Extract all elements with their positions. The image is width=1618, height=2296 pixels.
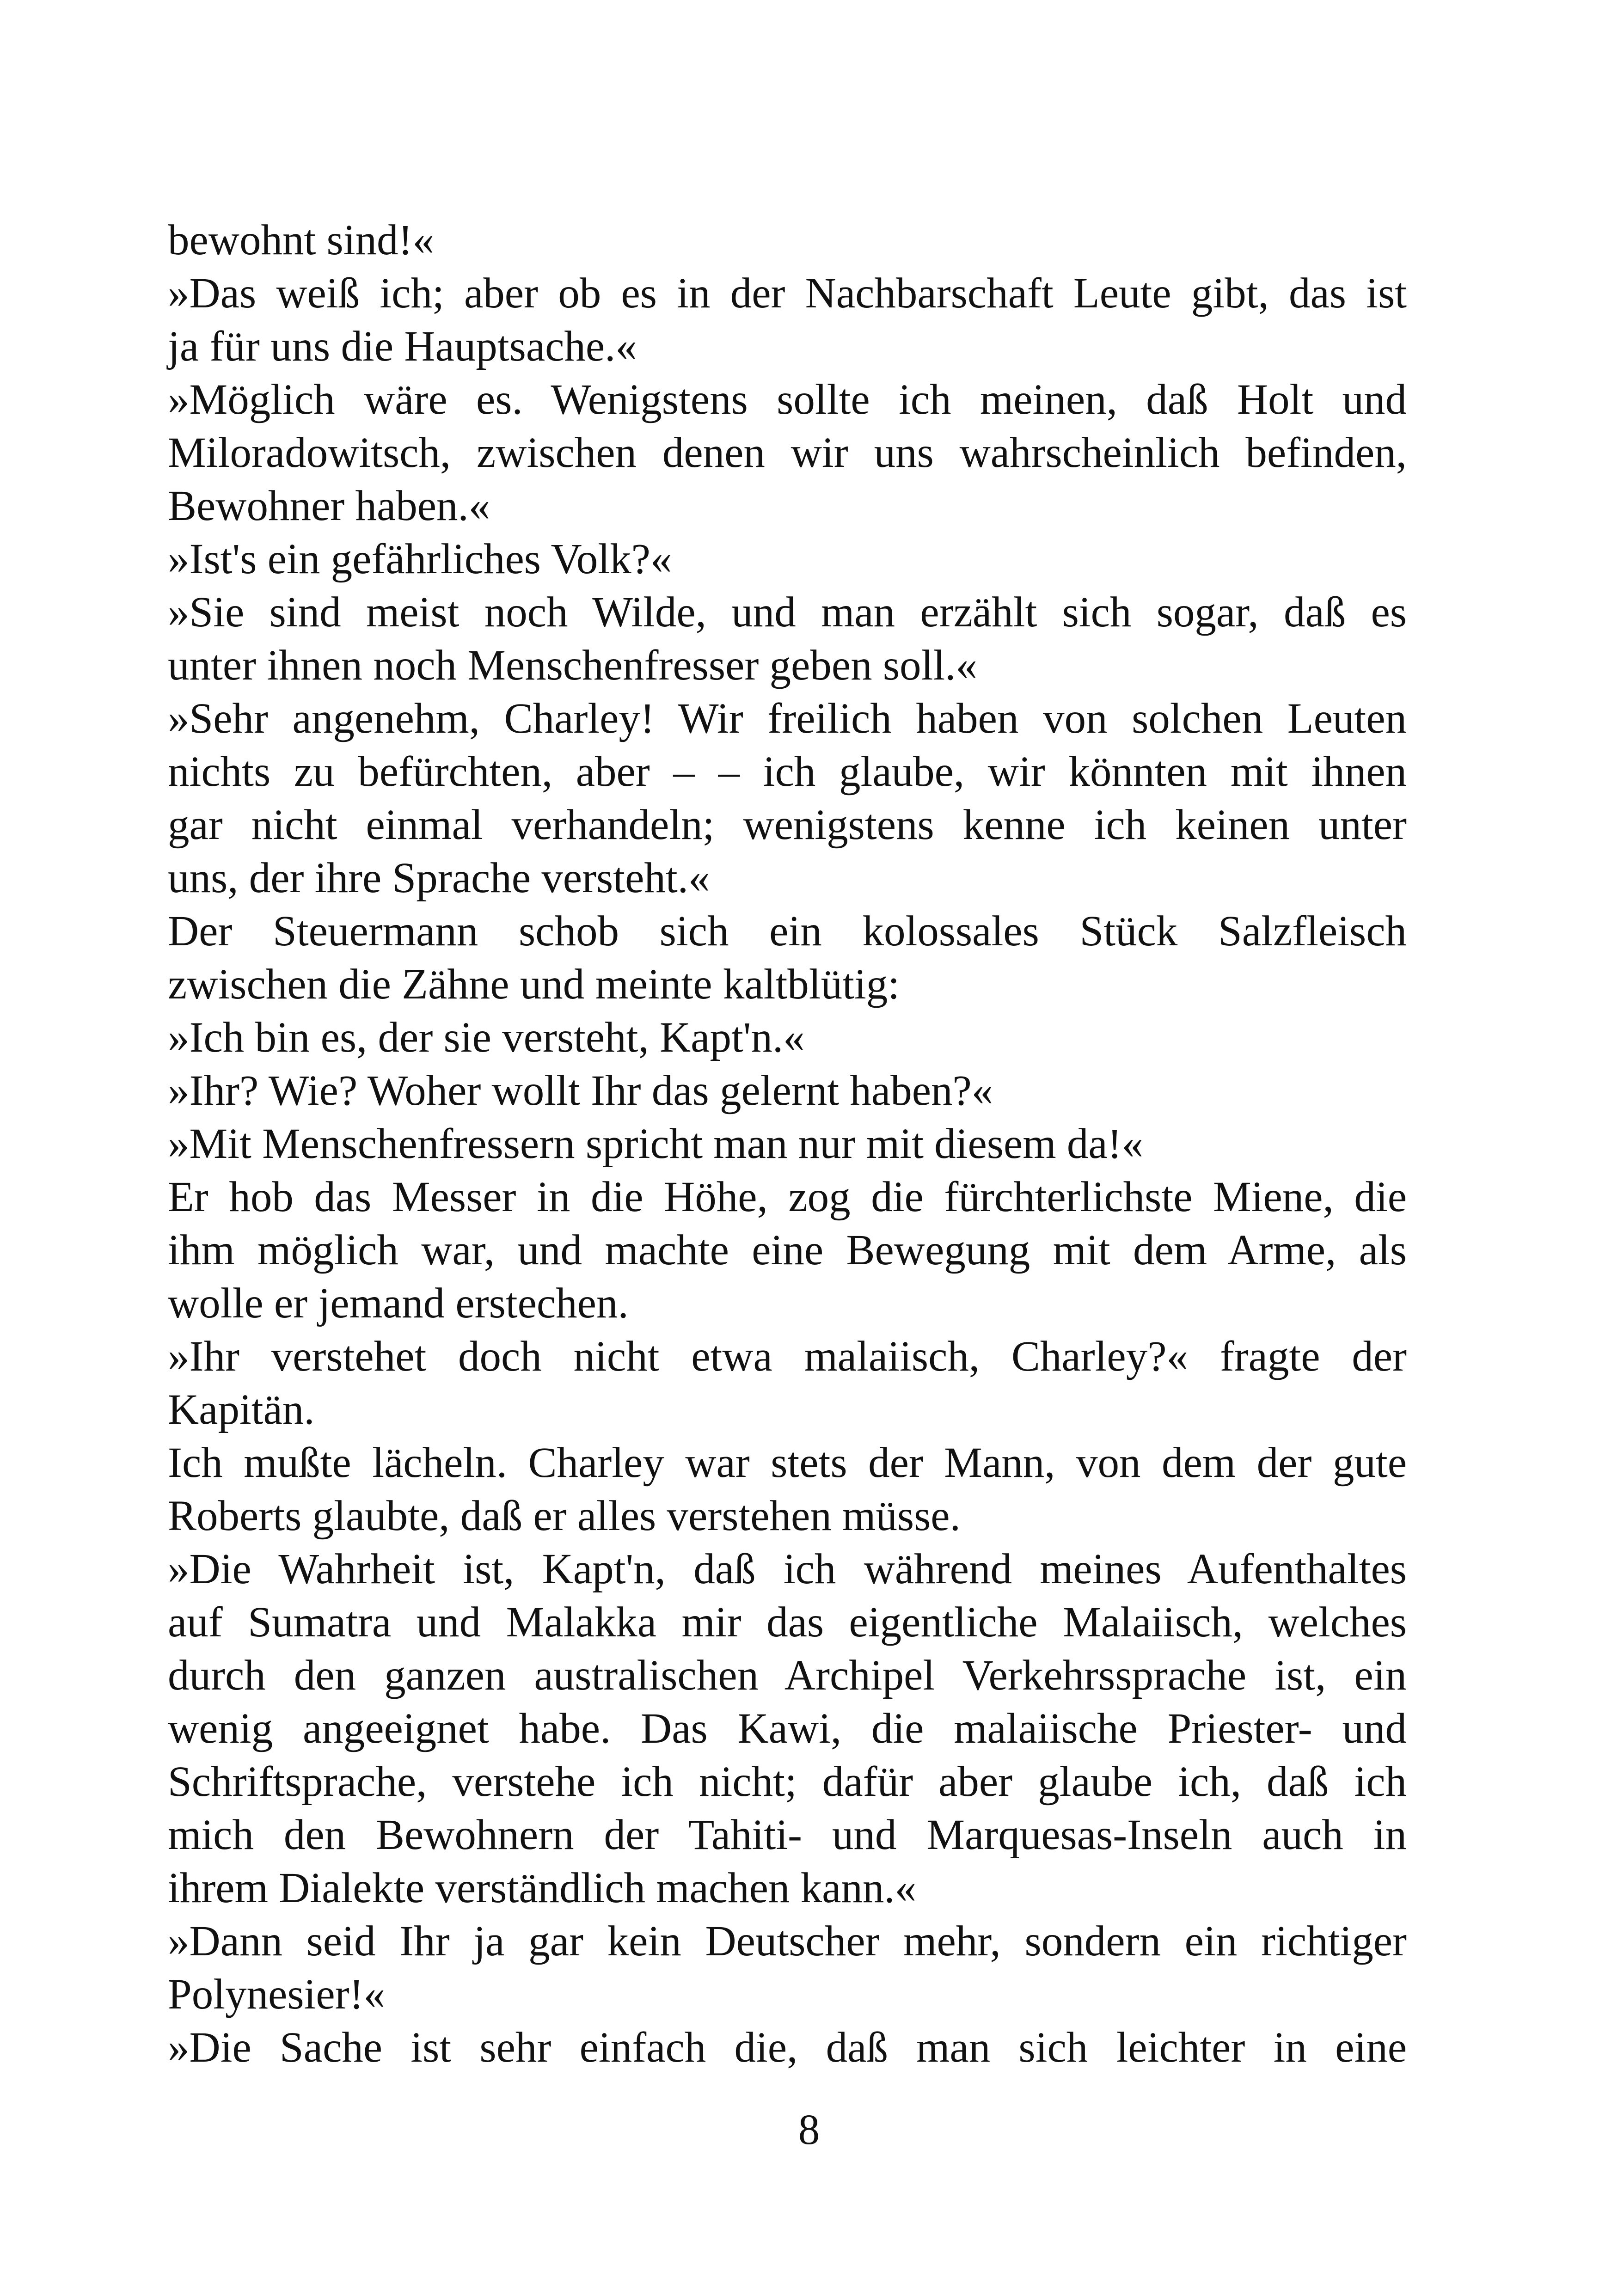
page-number: 8: [798, 2106, 820, 2154]
text-line: Der Steuermann schob sich ein kolossales Stück Salzfleisch: [168, 907, 1407, 955]
text-line: »Mit Menschenfressern spricht man nur mit diesem da!«: [168, 1120, 1144, 1168]
text-line: Kapitän.: [168, 1386, 315, 1433]
text-line: Roberts glaubte, daß er alles verstehen müsse.: [168, 1492, 961, 1540]
text-line: ihrem Dialekte verständlich machen kann.«: [168, 1864, 917, 1912]
text-line: Miloradowitsch, zwischen denen wir uns wahrscheinlich befinden,: [168, 429, 1407, 477]
text-line: »Die Wahrheit ist, Kapt'n, daß ich während meines Aufenthaltes: [168, 1545, 1407, 1593]
text-line: uns, der ihre Sprache versteht.«: [168, 854, 710, 902]
text-line: Bewohner haben.«: [168, 482, 490, 530]
text-line: auf Sumatra und Malakka mir das eigentliche Malaiisch, welches: [168, 1598, 1407, 1646]
text-line: »Dann seid Ihr ja gar kein Deutscher mehr, sondern ein richtiger: [168, 1917, 1407, 1965]
text-line: »Ich bin es, der sie versteht, Kapt'n.«: [168, 1014, 805, 1061]
text-line: Schriftsprache, verstehe ich nicht; dafür aber glaube ich, daß ich: [168, 1758, 1407, 1806]
text-line: unter ihnen noch Menschenfresser geben soll.«: [168, 642, 977, 689]
text-line: Polynesier!«: [168, 1971, 386, 2018]
text-line: »Sie sind meist noch Wilde, und man erzählt sich sogar, daß es: [168, 588, 1407, 636]
text-line: durch den ganzen australischen Archipel Verkehrssprache ist, ein: [168, 1652, 1407, 1699]
text-line: zwischen die Zähne und meinte kaltblütig:: [168, 961, 900, 1008]
text-line: bewohnt sind!«: [168, 216, 435, 264]
text-line: »Ist's ein gefährliches Volk?«: [168, 535, 672, 583]
text-line: gar nicht einmal verhandeln; wenigstens kenne ich keinen unter: [168, 801, 1407, 849]
text-line: Er hob das Messer in die Höhe, zog die fürchterlichste Miene, die: [168, 1173, 1407, 1221]
text-line: »Möglich wäre es. Wenigstens sollte ich meinen, daß Holt und: [168, 376, 1407, 423]
text-line: Ich mußte lächeln. Charley war stets der Mann, von dem der gute: [168, 1439, 1407, 1487]
text-line: »Das weiß ich; aber ob es in der Nachbarschaft Leute gibt, das ist: [168, 269, 1407, 317]
text-line: »Sehr angenehm, Charley! Wir freilich haben von solchen Leuten: [168, 695, 1407, 742]
text-line: wenig angeeignet habe. Das Kawi, die malaiische Priester- und: [168, 1705, 1407, 1752]
text-line: ja für uns die Hauptsache.«: [168, 323, 637, 370]
text-line: nichts zu befürchten, aber – – ich glaube, wir könnten mit ihnen: [168, 748, 1407, 796]
body-text: [168, 214, 1407, 2074]
text-line: »Die Sache ist sehr einfach die, daß man sich leichter in eine: [168, 2024, 1407, 2071]
text-line: mich den Bewohnern der Tahiti- und Marquesas-Inseln auch in: [168, 1811, 1407, 1859]
text-line: wolle er jemand erstechen.: [168, 1280, 629, 1327]
text-line: »Ihr verstehet doch nicht etwa malaiisch, Charley?« fragte der: [168, 1333, 1407, 1380]
text-line: »Ihr? Wie? Woher wollt Ihr das gelernt haben?«: [168, 1067, 993, 1114]
text-line: ihm möglich war, und machte eine Bewegung mit dem Arme, als: [168, 1226, 1407, 1274]
